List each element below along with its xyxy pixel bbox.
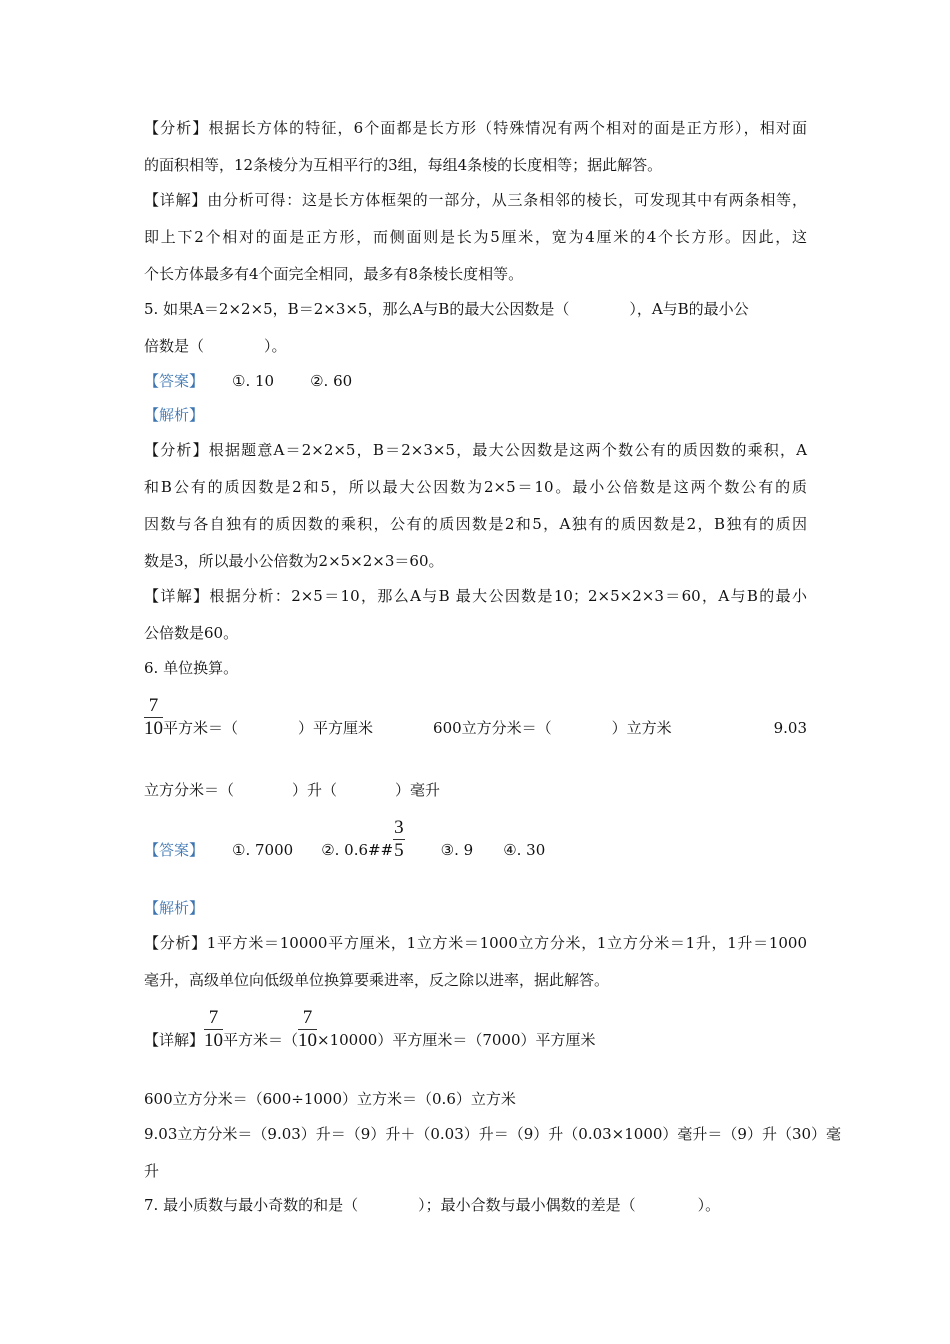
denominator: 10 — [144, 717, 163, 739]
fraction — [298, 1007, 317, 1052]
q6-question: 6. 单位换算。 — [144, 659, 239, 677]
q4-analysis-line: 的面积相等，12条棱分为互相平行的3组，每组4条棱的长度相等；据此解答。 — [144, 156, 663, 174]
explain-label: 【解析】 — [144, 406, 205, 424]
q6-answer — [144, 816, 807, 862]
q5-analysis-line: 【分析】根据题意A＝2×2×5，B＝2×3×5，最大公因数是这两个数公有的质因数的乘积，A — [144, 441, 807, 459]
numerator: 7 — [144, 695, 163, 718]
q6-text: ×10000）平方厘米＝（7000）平方厘米 — [317, 1031, 596, 1049]
q7-text: ）；最小合数与最小偶数的差是（ — [418, 1196, 636, 1214]
q5-detail-line: 【详解】根据分析：2×5＝10，那么A与B 最大公因数是10；2×5×2×3＝60，A与B的最小 — [144, 587, 807, 605]
q6-text: ）立方米 — [611, 719, 672, 737]
q6-line2 — [144, 780, 807, 800]
q6-text: 9.03 — [773, 719, 807, 737]
q6-text: 600立方分米＝（ — [433, 719, 552, 737]
detail-label: 【详解】 — [144, 1031, 205, 1049]
fraction — [393, 817, 405, 862]
q6-detail-line — [144, 1006, 807, 1052]
q5-analysis-line: 因数与各自独有的质因数的乘积，公有的质因数是2和5，A独有的质因数是2，B独有的质因 — [144, 515, 807, 533]
denominator: 10 — [204, 1029, 224, 1051]
answer-item: ②. 0.6## — [321, 841, 394, 859]
q6-detail-line: 600立方分米＝（600÷1000）立方米＝（0.6）立方米 — [144, 1090, 516, 1108]
numerator: 7 — [204, 1007, 223, 1030]
denominator: 5 — [394, 839, 404, 861]
q4-detail-line: 个长方体最多有4个面完全相同，最多有8条棱长度相等。 — [144, 265, 524, 283]
fraction — [144, 695, 163, 740]
answer-item: ②. 60 — [310, 372, 353, 390]
q6-text: ）毫升 — [395, 781, 441, 799]
q5-text: ），A与B的最小公 — [629, 300, 749, 318]
q7-question — [144, 1195, 807, 1215]
answer-item: ①. 7000 — [232, 841, 294, 859]
q7-text: 7. 最小质数与最小奇数的和是（ — [144, 1196, 359, 1214]
answer-label: 【答案】 — [144, 372, 205, 390]
numerator: 3 — [394, 816, 404, 838]
q6-text: 平方米＝（ — [163, 719, 239, 737]
q5-question — [144, 299, 807, 319]
q7-text: ）。 — [697, 1196, 721, 1214]
q6-text: 立方分米＝（ — [144, 781, 235, 799]
q5-detail-line: 公倍数是60。 — [144, 624, 239, 642]
q6-text: ）平方厘米 — [298, 719, 374, 737]
q4-detail-line: 即上下2个相对的面是正方形，而侧面则是长为5厘米，宽为4厘米的4个长方形。因此，这 — [144, 228, 807, 246]
q5-analysis-line: 数是3，所以最小公倍数为2×5×2×3＝60。 — [144, 552, 444, 570]
q5-analysis-line: 和B公有的质因数是2和5，所以最大公因数为2×5＝10。最小公倍数是这两个数公有的质 — [144, 478, 807, 496]
numerator: 7 — [298, 1007, 317, 1030]
denominator: 10 — [298, 1029, 318, 1051]
q6-analysis-line: 【分析】1平方米＝10000平方厘米，1立方米＝1000立方分米，1立方分米＝1升，1升＝1000 — [144, 934, 807, 952]
q5-question-cont — [144, 336, 807, 356]
q6-text: 平方米＝（ — [223, 1031, 299, 1049]
q5-text: ）。 — [264, 337, 287, 355]
answer-label: 【答案】 — [144, 841, 205, 859]
q6-detail-line: 9.03立方分米＝（9.03）升＝（9）升＋（0.03）升＝（9）升（0.03×1000）毫升＝（9）升（30）毫 — [144, 1125, 842, 1143]
q6-text: ）升（ — [292, 781, 338, 799]
q6-line1 — [144, 694, 807, 740]
answer-item: ④. 30 — [503, 841, 546, 859]
explain-label: 【解析】 — [144, 899, 205, 917]
answer-item: ①. 10 — [232, 372, 275, 390]
q5-answer — [144, 371, 807, 391]
q5-text: 倍数是（ — [144, 337, 205, 355]
q4-detail-line: 【详解】由分析可得：这是长方体框架的一部分，从三条相邻的棱长，可发现其中有两条相等， — [144, 191, 807, 209]
fraction — [204, 1007, 223, 1052]
answer-item: ③. 9 — [440, 841, 474, 859]
q6-detail-line: 升 — [144, 1162, 160, 1180]
q6-analysis-line: 毫升，高级单位向低级单位换算要乘进率，反之除以进率，据此解答。 — [144, 971, 610, 989]
q4-analysis-line: 【分析】根据长方体的特征，6个面都是长方形（特殊情况有两个相对的面是正方形），相对面 — [144, 119, 807, 137]
q5-text: 5. 如果A＝2×2×5，B＝2×3×5，那么A与B的最大公因数是（ — [144, 300, 570, 318]
